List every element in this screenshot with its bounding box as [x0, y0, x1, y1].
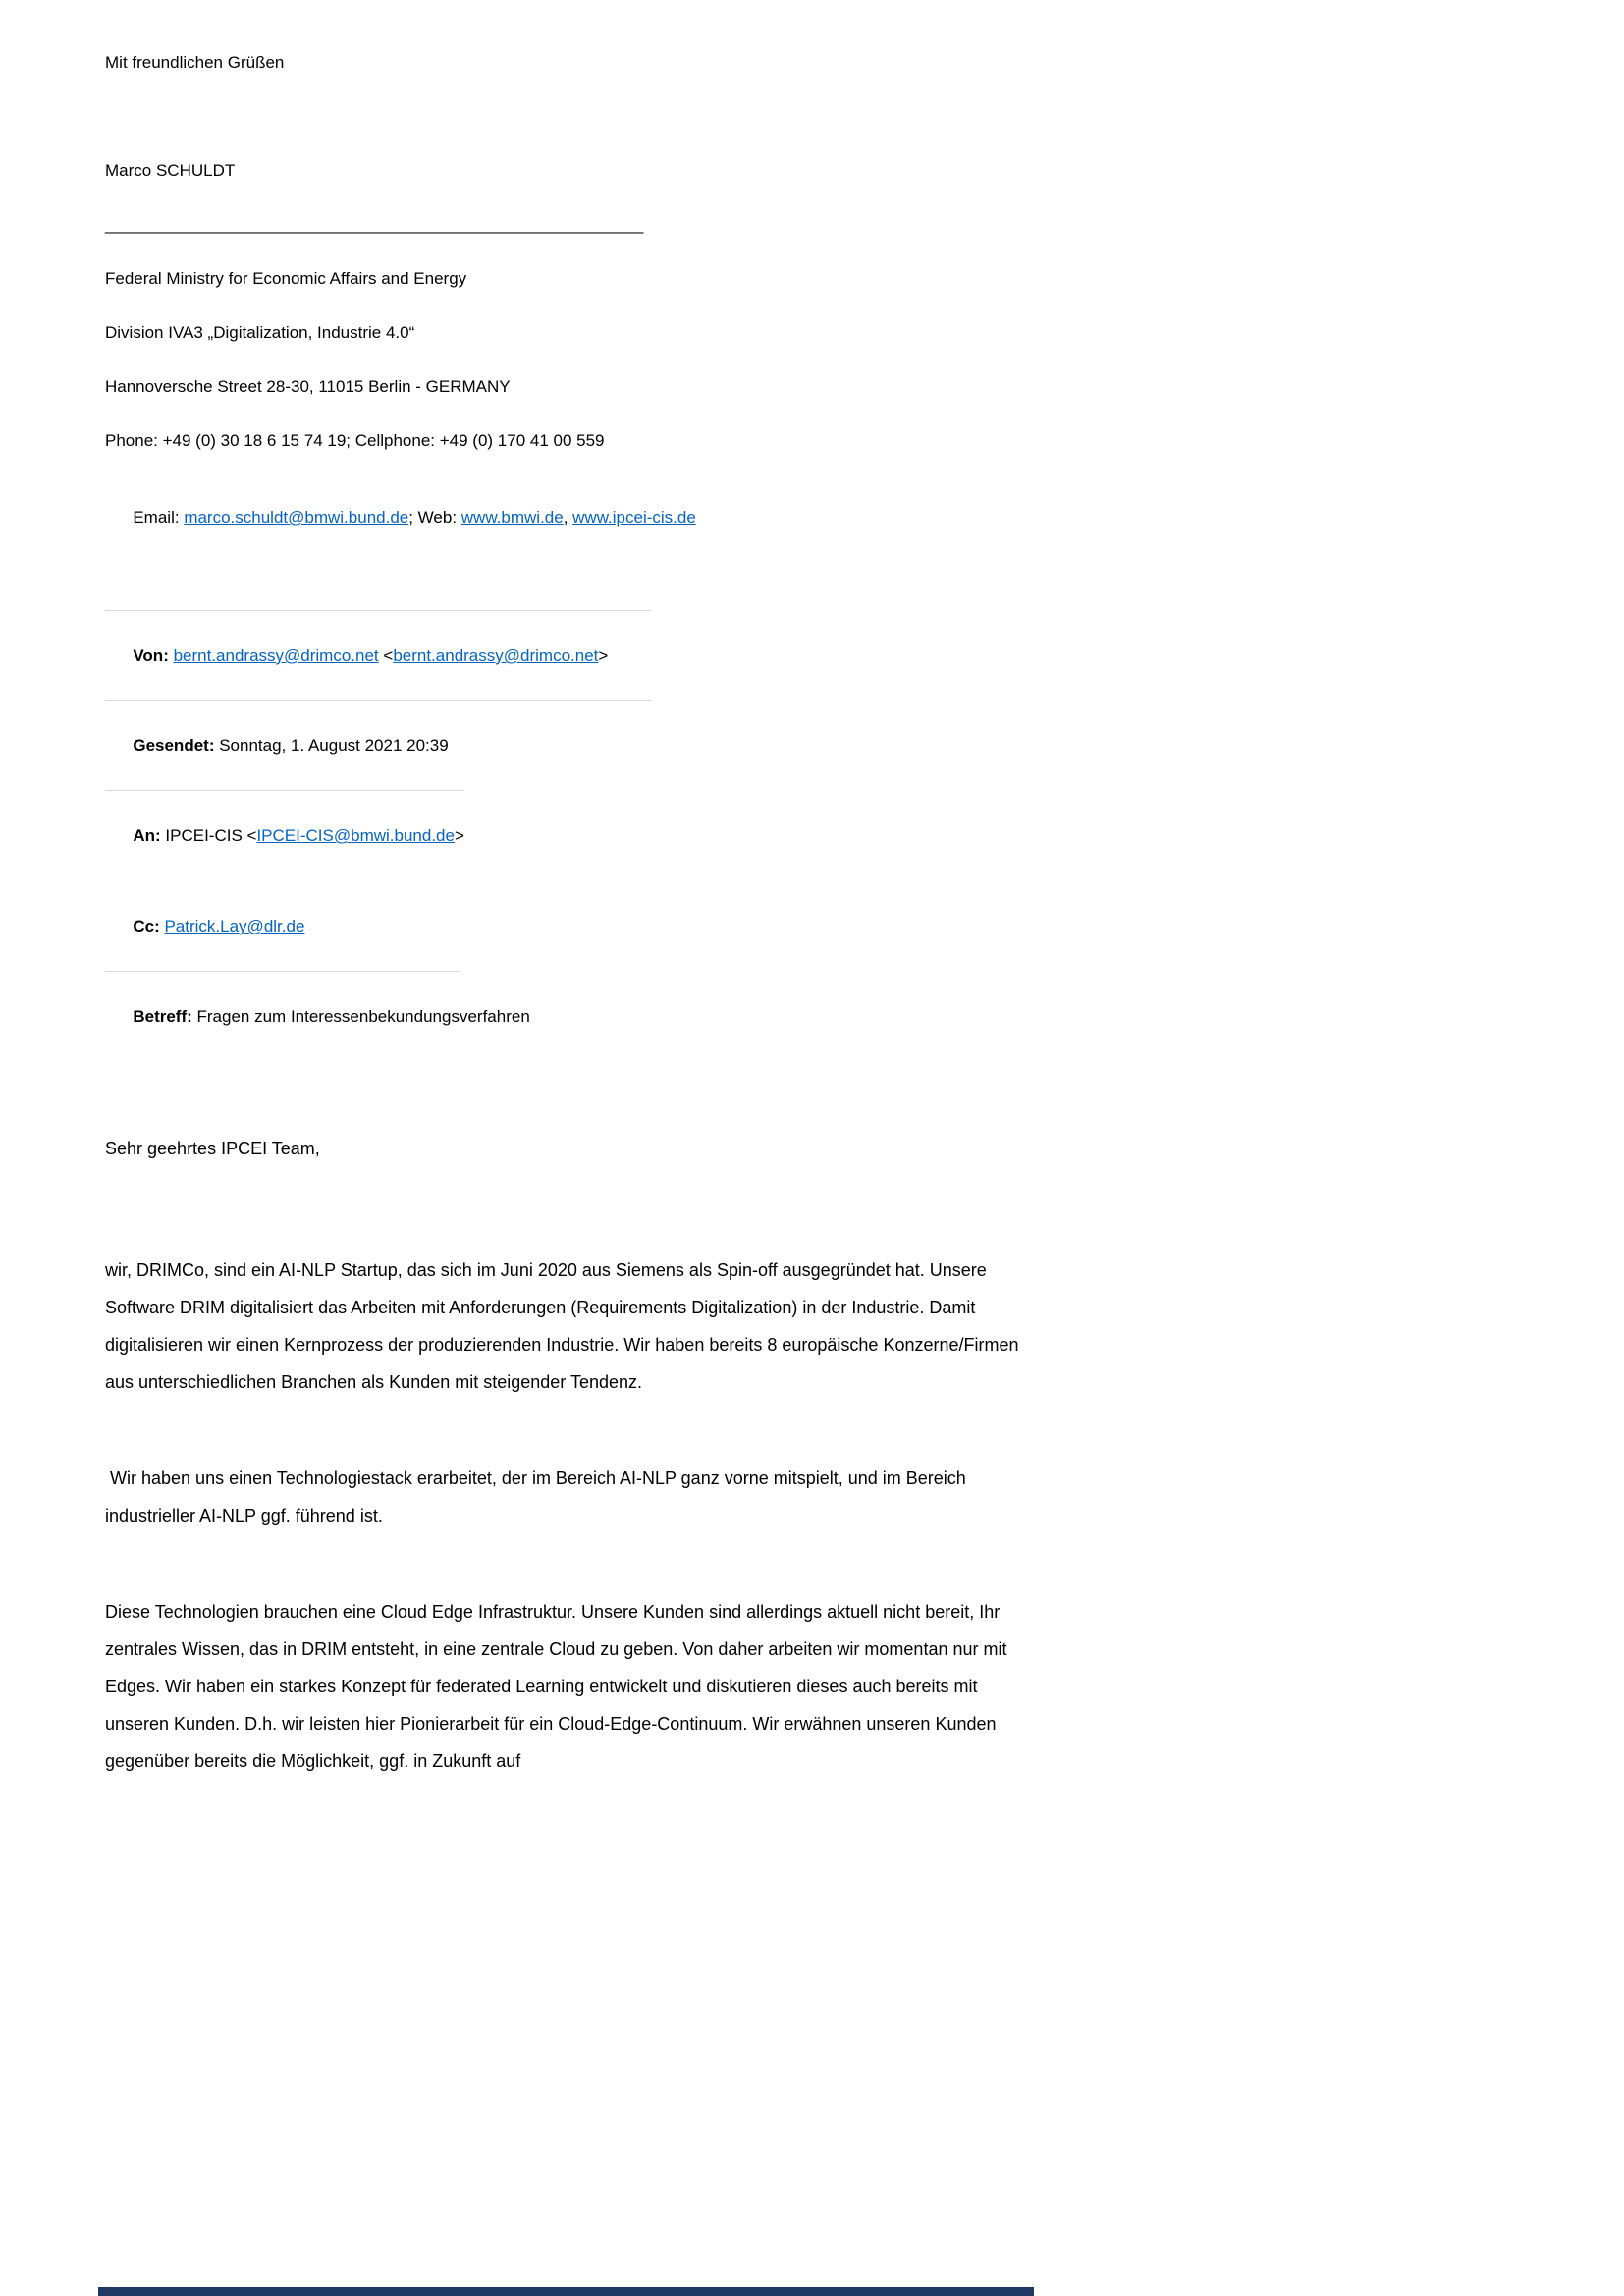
sender-name: Marco SCHULDT	[105, 161, 236, 180]
contact-line	[105, 483, 1624, 554]
cc-label: Cc:	[133, 917, 165, 935]
an-recipient-name: IPCEI-CIS <	[165, 827, 257, 845]
web-label: ; Web:	[408, 508, 461, 527]
phone-line: Phone: +49 (0) 30 18 6 15 74 19; Cellphone: +49 (0) 170 41 00 559	[105, 431, 605, 450]
header-row-cc	[105, 881, 460, 972]
salutation: Sehr geehrtes IPCEI Team,	[105, 1139, 320, 1158]
an-label: An:	[133, 827, 166, 845]
bottom-partial-bar	[98, 2287, 1034, 2296]
cc-recipient-link[interactable]: Patrick.Lay@dlr.de	[164, 917, 305, 935]
betreff-value: Fragen zum Interessenbekundungsverfahren	[196, 1007, 530, 1026]
reply-header	[105, 610, 1624, 1061]
header-row-an	[105, 791, 480, 881]
closing-text: Mit freundlichen Grüßen	[105, 53, 285, 72]
an-recipient-link[interactable]: IPCEI-CIS@bmwi.bund.de	[256, 827, 455, 845]
paragraph-3: Diese Technologien brauchen eine Cloud Edge Infrastruktur. Unsere Kunden sind allerdings aktuell nicht bereit, Ihr zentrales Wissen, das in DRIM entsteht, in eine zentrale Cloud zu geben. Von daher arbeiten wir momentan nur mit Edges. Wir haben ein starkes Konzept für federated Learning entwickelt und diskutieren dieses auch bereits mit unseren Kunden. D.h. wir leisten hier Pionierarbeit für ein Cloud-Edge-Continuum. Wir erwähnen unseren Kunden gegenüber bereits die Möglichkeit, ggf. in Zukunft auf	[105, 1602, 1012, 1771]
organization-line: Federal Ministry for Economic Affairs and Energy	[105, 269, 467, 288]
an-angle-close: >	[454, 827, 464, 845]
von-angle-open: <	[378, 646, 394, 665]
web-link-ipcei-cis[interactable]: www.ipcei-cis.de	[572, 508, 696, 527]
paragraph-1: wir, DRIMCo, sind ein AI-NLP Startup, das sich im Juni 2020 aus Siemens als Spin-off ausgegründet hat. Unsere Software DRIM digitalisiert das Arbeiten mit Anforderungen (Requirements Digitalization) in der Industrie. Damit digitalisieren wir einen Kernprozess der produzierenden Industrie. Wir haben bereits 8 europäische Konzerne/Firmen aus unterschiedlichen Branchen als Kunden mit steigender Tendenz.	[105, 1260, 1024, 1392]
division-line: Division IVA3 „Digitalization, Industrie 4.0“	[105, 323, 415, 342]
betreff-label: Betreff:	[133, 1007, 197, 1026]
gesendet-value: Sonntag, 1. August 2021 20:39	[219, 736, 449, 755]
header-row-von	[105, 610, 651, 701]
email-label: Email:	[133, 508, 185, 527]
von-angle-close: >	[598, 646, 609, 665]
signature-block	[105, 51, 1624, 554]
signature-divider: __________________________________________________________	[105, 215, 644, 234]
web-link-bmwi[interactable]: www.bmwi.de	[460, 508, 564, 527]
von-sender-address-link[interactable]: bernt.andrassy@drimco.net	[393, 646, 599, 665]
header-row-gesendet	[105, 701, 464, 791]
paragraph-2: Wir haben uns einen Technologiestack erarbeitet, der im Bereich AI-NLP ganz vorne mitspielt, und im Bereich industrieller AI-NLP ggf. führend ist.	[105, 1468, 971, 1525]
von-label: Von:	[133, 646, 174, 665]
header-row-betreff	[105, 972, 546, 1061]
address-line: Hannoversche Street 28-30, 11015 Berlin - GERMANY	[105, 377, 511, 396]
message-body	[105, 1136, 1624, 1780]
gesendet-label: Gesendet:	[133, 736, 220, 755]
comma-separator: ,	[563, 508, 573, 527]
email-link[interactable]: marco.schuldt@bmwi.bund.de	[184, 508, 409, 527]
von-sender-link[interactable]: bernt.andrassy@drimco.net	[173, 646, 379, 665]
